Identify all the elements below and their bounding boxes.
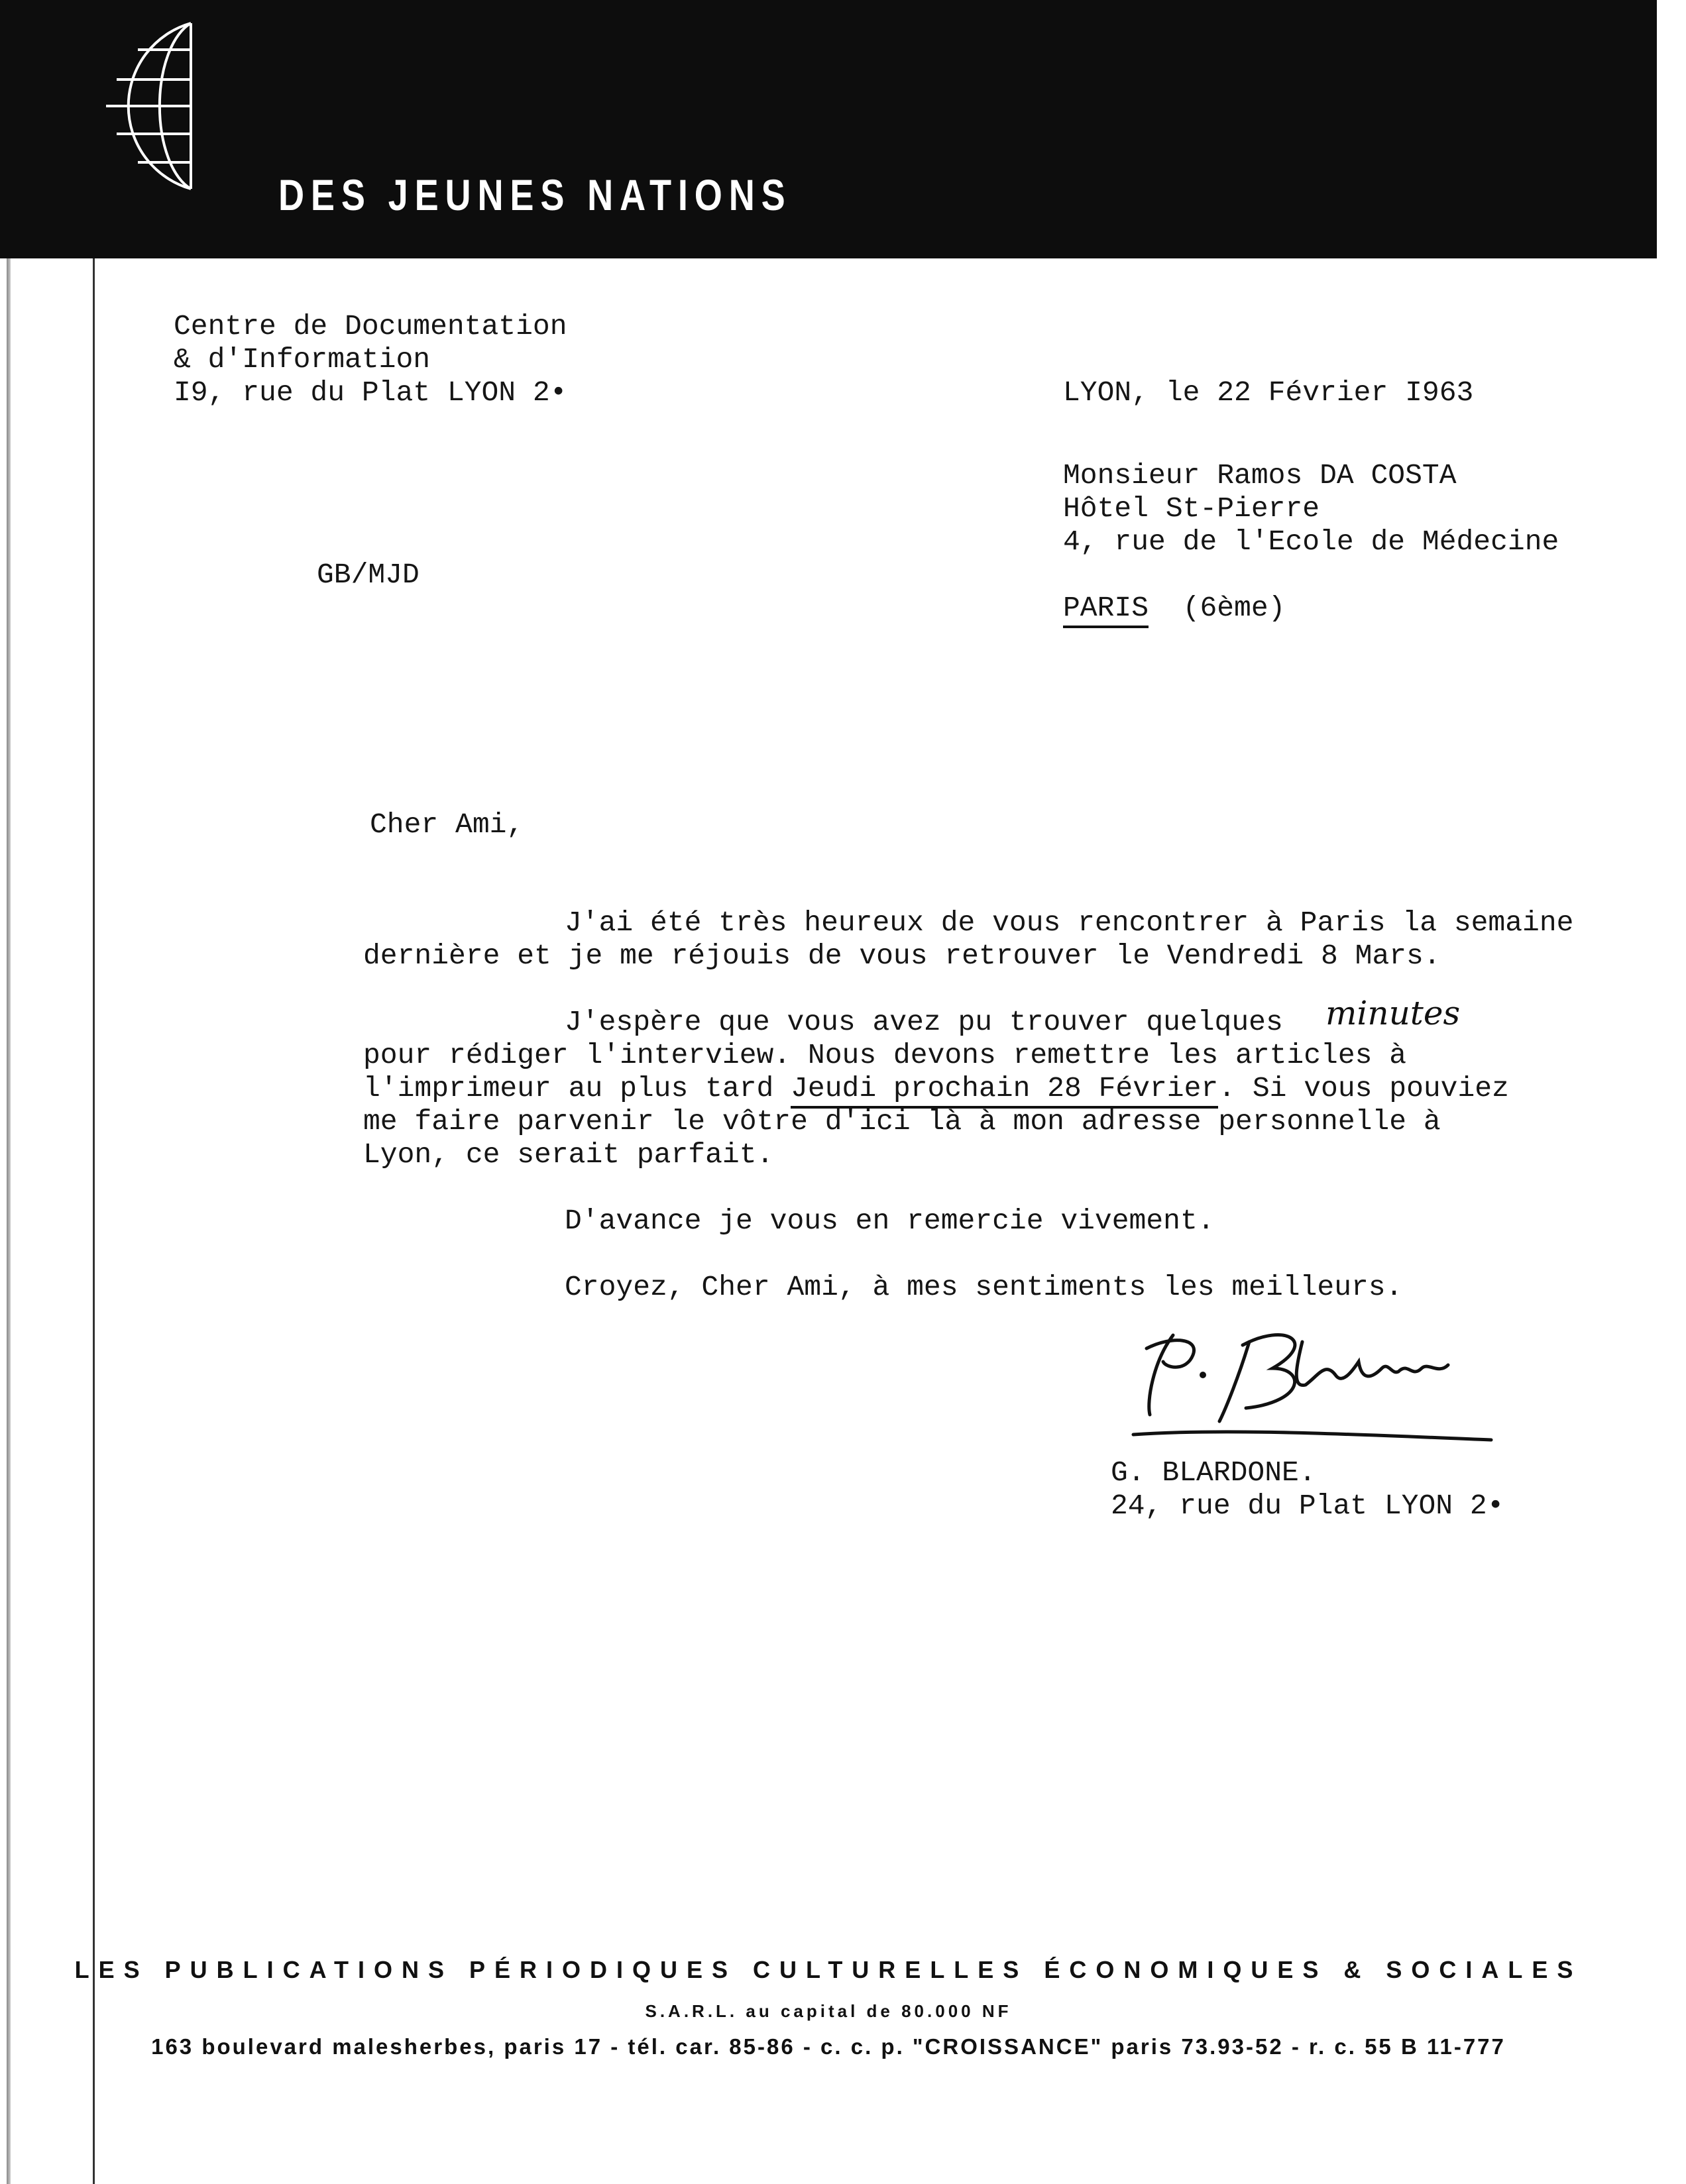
recipient-line-3: 4, rue de l'Ecole de Médecine	[1063, 525, 1559, 558]
body-p2-line-5: Lyon, ce serait parfait.	[363, 1138, 774, 1171]
body-p1-line-1: J'ai été très heureux de vous rencontrer à Paris la semaine	[565, 906, 1574, 939]
body-p2-line-4: me faire parvenir le vôtre d'ici là à mon adresse personnelle à	[363, 1105, 1441, 1138]
body-p2-line-3	[363, 1072, 1509, 1105]
handwritten-insertion: minutes	[1325, 994, 1461, 1032]
reference-initials: GB/MJD	[317, 559, 420, 591]
salutation: Cher Ami,	[370, 808, 524, 841]
body-p2-line-1: J'espère que vous avez pu trouver quelques	[565, 1006, 1283, 1038]
handwritten-signature	[1127, 1322, 1498, 1461]
closing-formula: Croyez, Cher Ami, à mes sentiments les meilleurs.	[565, 1271, 1403, 1303]
letterhead-title: DES JEUNES NATIONS	[278, 170, 792, 219]
letterhead-banner	[0, 0, 1657, 258]
deadline-underlined: Jeudi prochain 28 Février	[791, 1072, 1218, 1109]
recipient-line-2: Hôtel St-Pierre	[1063, 492, 1320, 525]
body-p2-line-3-end: . Si vous pouviez	[1218, 1072, 1509, 1105]
signatory-address: 24, rue du Plat LYON 2•	[1111, 1490, 1504, 1522]
recipient-city: PARIS	[1063, 592, 1149, 628]
globe-icon	[98, 20, 197, 192]
recipient-district: (6ème)	[1182, 592, 1286, 624]
sender-line-1: Centre de Documentation	[174, 310, 567, 343]
footer-address: 163 boulevard malesherbes, paris 17 - tél. car. 85-86 - c. c. p. "CROISSANCE" paris 73.93-52 - r. c. 55 B 11-777	[151, 2034, 1506, 2059]
body-p3: D'avance je vous en remercie vivement.	[565, 1205, 1215, 1237]
footer-publisher: LES PUBLICATIONS PÉRIODIQUES CULTURELLES ÉCONOMIQUES & SOCIALES	[74, 1956, 1583, 1983]
page-left-edge	[7, 0, 11, 2184]
body-p2-line-2: pour rédiger l'interview. Nous devons remettre les articles à	[363, 1039, 1407, 1071]
fold-line	[93, 258, 95, 2184]
letter-date: LYON, le 22 Février I963	[1063, 376, 1474, 409]
recipient-city-line	[1063, 592, 1285, 625]
sender-line-2: & d'Information	[174, 343, 431, 376]
body-p2-line-3-start: l'imprimeur au plus tard	[363, 1072, 791, 1105]
sender-line-3: I9, rue du Plat LYON 2•	[174, 376, 567, 409]
signatory-name: G. BLARDONE.	[1111, 1456, 1316, 1489]
body-p1-line-2: dernière et je me réjouis de vous retrouver le Vendredi 8 Mars.	[363, 940, 1441, 972]
recipient-line-1: Monsieur Ramos DA COSTA	[1063, 459, 1457, 492]
footer-capital: S.A.R.L. au capital de 80.000 NF	[645, 2001, 1012, 2021]
